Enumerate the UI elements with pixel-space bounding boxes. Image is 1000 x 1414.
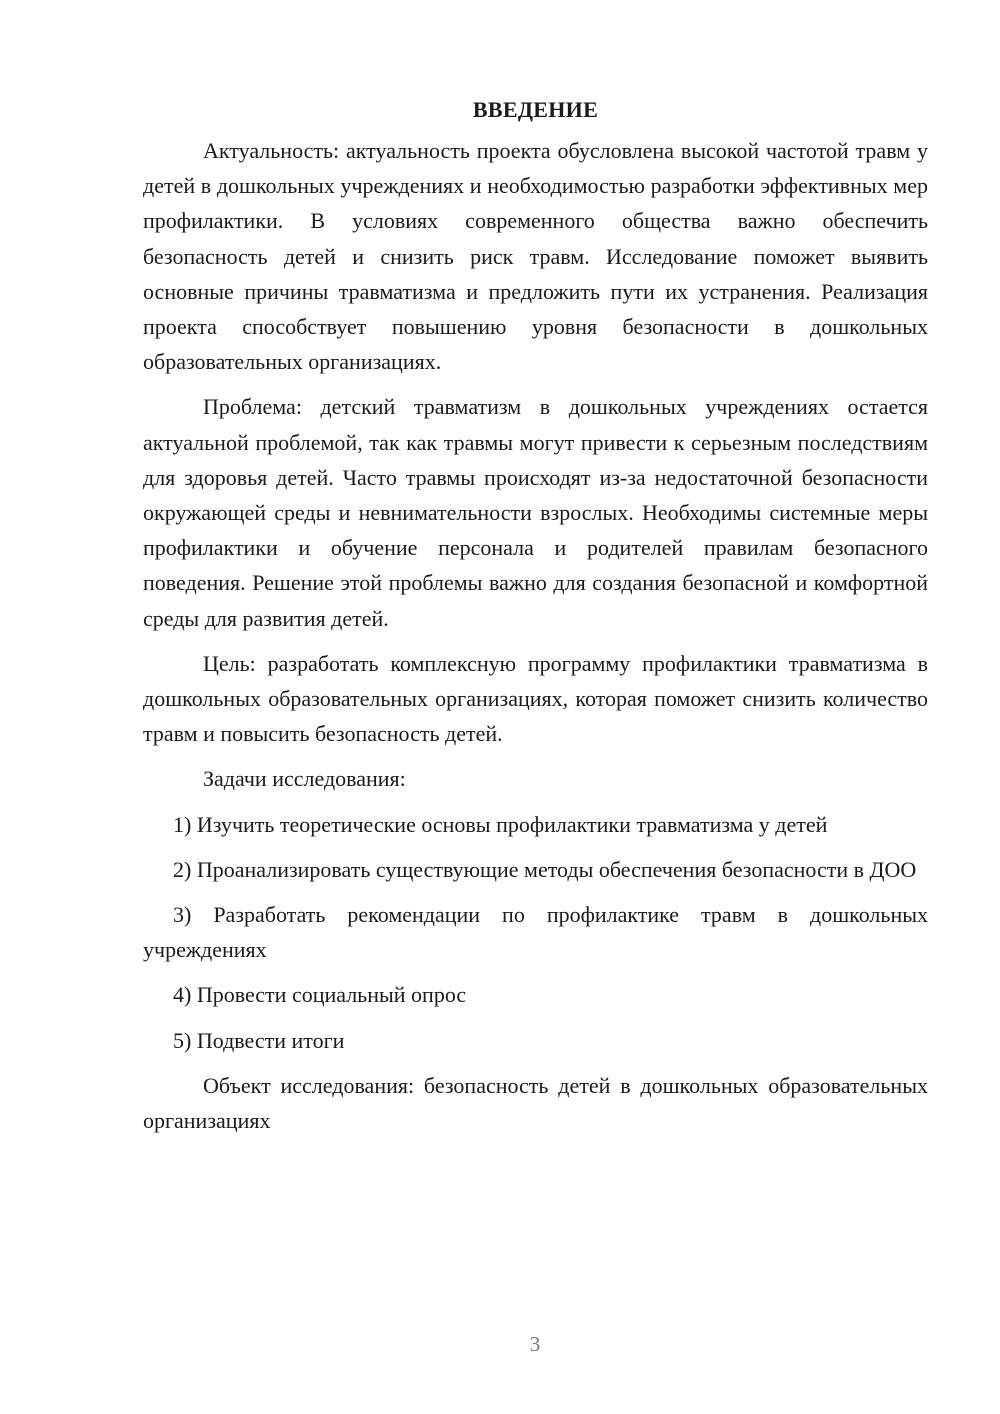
object-paragraph: Объект исследования: безопасность детей в дошкольных образовательных организациях bbox=[143, 1072, 928, 1134]
task-item-1: 1) Изучить теоретические основы профилактики травматизма у детей bbox=[173, 811, 828, 837]
page-number: 3 bbox=[529, 1332, 541, 1356]
document-page bbox=[143, 92, 928, 1148]
tasks-heading: Задачи исследования: bbox=[203, 766, 406, 792]
relevance-paragraph: Актуальность: актуальность проекта обусловлена высокой частотой травм у детей в дошкольных учреждениях и необходимостью разработки эффективных мер профилактики. В условиях современного общества важно обеспечить безопасность детей и снизить риск травм. Исследование поможет выявить основные причины травматизма и предложить пути их устранения. Реализация проекта способствует повышению уровня безопасности в дошкольных образовательных организациях. bbox=[143, 138, 928, 375]
goal-paragraph: Цель: разработать комплексную программу профилактики травматизма в дошкольных образовательных организациях, которая поможет снизить количество травм и повысить безопасность детей. bbox=[143, 650, 928, 747]
section-heading: ВВЕДЕНИЕ bbox=[472, 97, 599, 122]
problem-paragraph: Проблема: детский травматизм в дошкольных учреждениях остается актуальной проблемой, так как травмы могут привести к серьезным последствиям для здоровья детей. Часто травмы происходят из-за недостаточной безопасности окружающей среды и невнимательности взрослых. Необходимы системные меры профилактики и обучение персонала и родителей правилам безопасного поведения. Решение этой проблемы важно для создания безопасной и комфортной среды для развития детей. bbox=[143, 394, 928, 631]
task-item-3: 3) Разработать рекомендации по профилактике травм в дошкольных учреждениях bbox=[143, 902, 928, 963]
task-item-5: 5) Подвести итоги bbox=[173, 1027, 345, 1053]
task-item-2: 2) Проанализировать существующие методы обеспечения безопасности в ДОО bbox=[173, 856, 917, 882]
task-item-4: 4) Провести социальный опрос bbox=[173, 982, 467, 1008]
